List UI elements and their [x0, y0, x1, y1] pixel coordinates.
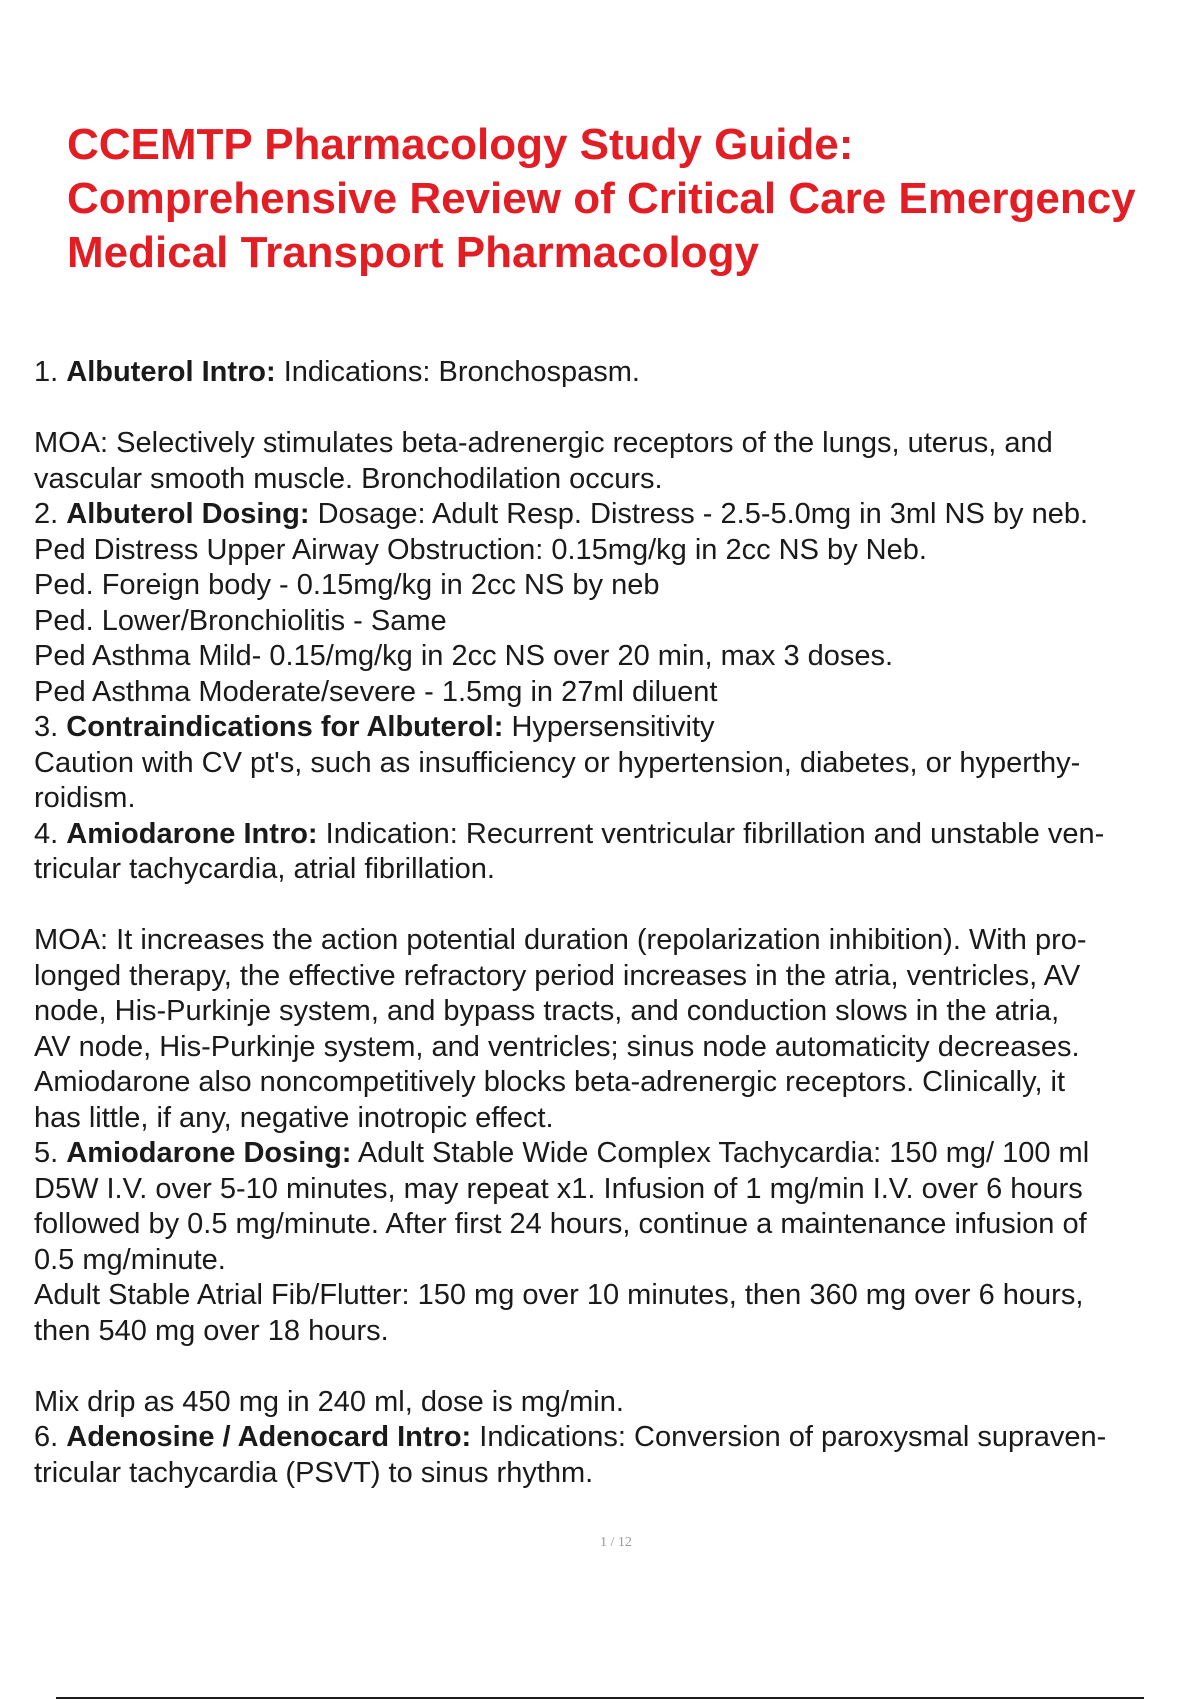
albuterol-moa-line-1: MOA: Selectively stimulates beta-adrenergic receptors of the lungs, uterus, and [34, 427, 1053, 459]
title-line-1: CCEMTP Pharmacology Study Guide: [67, 120, 854, 169]
amiodarone-mix-drip: Mix drip as 450 mg in 240 ml, dose is mg/min. [34, 1385, 624, 1418]
page-number: 1 / 12 [600, 1535, 632, 1550]
item-heading: Albuterol Intro: [66, 356, 276, 388]
albuterol-moa-line-2: vascular smooth muscle. Bronchodilation occurs. [34, 462, 663, 495]
item-3-albuterol-contraindications: 3. Contraindications for Albuterol: Hypersensitivity [34, 711, 715, 743]
amiodarone-moa-line: has little, if any, negative inotropic effect. [34, 1101, 554, 1134]
albuterol-dosing-line: Ped. Lower/Bronchiolitis - Same [34, 604, 447, 637]
title-line-3: Medical Transport Pharmacology [67, 228, 759, 277]
contraindications-line: Caution with CV pt's, such as insufficiency or hypertension, diabetes, or hyperthy- [34, 746, 1081, 779]
item-5-amiodarone-dosing: 5. Amiodarone Dosing: Adult Stable Wide Complex Tachycardia: 150 mg/ 100 ml [34, 1137, 1090, 1169]
item-1-albuterol-intro: 1. Albuterol Intro: Indications: Bronchospasm. [34, 356, 640, 388]
albuterol-dosing-line: Ped. Foreign body - 0.15mg/kg in 2cc NS by neb [34, 569, 660, 601]
amiodarone-moa-line: node, His-Purkinje system, and bypass tracts, and conduction slows in the atria, [34, 995, 1060, 1027]
item-heading: Amiodarone Dosing: [66, 1137, 352, 1169]
albuterol-dosing-line: Ped Asthma Moderate/severe - 1.5mg in 27ml diluent [34, 675, 718, 708]
amiodarone-intro-continued: tricular tachycardia, atrial fibrillation. [34, 853, 495, 885]
title-line-2: Comprehensive Review of Critical Care Emergency [67, 174, 1136, 223]
amiodarone-dosing-line: 0.5 mg/minute. [34, 1243, 226, 1276]
amiodarone-moa-line: MOA: It increases the action potential duration (repolarization inhibition). With pro- [34, 924, 1087, 956]
amiodarone-moa-line: longed therapy, the effective refractory period increases in the atria, ventricles, AV [34, 959, 1081, 992]
item-4-amiodarone-intro: 4. Amiodarone Intro: Indication: Recurrent ventricular fibrillation and unstable ven- [34, 817, 1105, 850]
amiodarone-dosing-line: Adult Stable Atrial Fib/Flutter: 150 mg over 10 minutes, then 360 mg over 6 hours, [34, 1279, 1084, 1311]
contraindications-line: roidism. [34, 782, 136, 814]
adenosine-intro-continued: tricular tachycardia (PSVT) to sinus rhythm. [34, 1456, 594, 1489]
amiodarone-dosing-line: followed by 0.5 mg/minute. After first 24 hours, continue a maintenance infusion of [34, 1208, 1087, 1240]
item-6-adenosine-intro: 6. Adenosine / Adenocard Intro: Indications: Conversion of paroxysmal supraven- [34, 1421, 1107, 1453]
item-heading: Adenosine / Adenocard Intro: [66, 1421, 472, 1453]
page-title [67, 118, 1187, 280]
albuterol-dosing-line: Ped Distress Upper Airway Obstruction: 0.15mg/kg in 2cc NS by Neb. [34, 533, 927, 566]
item-heading: Contraindications for Albuterol: [66, 711, 504, 743]
amiodarone-dosing-line: D5W I.V. over 5-10 minutes, may repeat x1. Infusion of 1 mg/min I.V. over 6 hours [34, 1172, 1083, 1205]
item-heading: Amiodarone Intro: [66, 817, 318, 850]
bottom-divider [56, 1697, 1144, 1699]
item-heading: Albuterol Dosing: [66, 498, 310, 530]
amiodarone-moa-line: Amiodarone also noncompetitively blocks beta-adrenergic receptors. Clinically, it [34, 1066, 1066, 1098]
amiodarone-dosing-line: then 540 mg over 18 hours. [34, 1314, 389, 1347]
albuterol-dosing-line: Ped Asthma Mild- 0.15/mg/kg in 2cc NS over 20 min, max 3 doses. [34, 640, 894, 672]
item-2-albuterol-dosing: 2. Albuterol Dosing: Dosage: Adult Resp. Distress - 2.5-5.0mg in 3ml NS by neb. [34, 498, 1089, 530]
amiodarone-moa-line: AV node, His-Purkinje system, and ventricles; sinus node automaticity decreases. [34, 1030, 1080, 1063]
study-guide-body [34, 355, 1184, 1491]
